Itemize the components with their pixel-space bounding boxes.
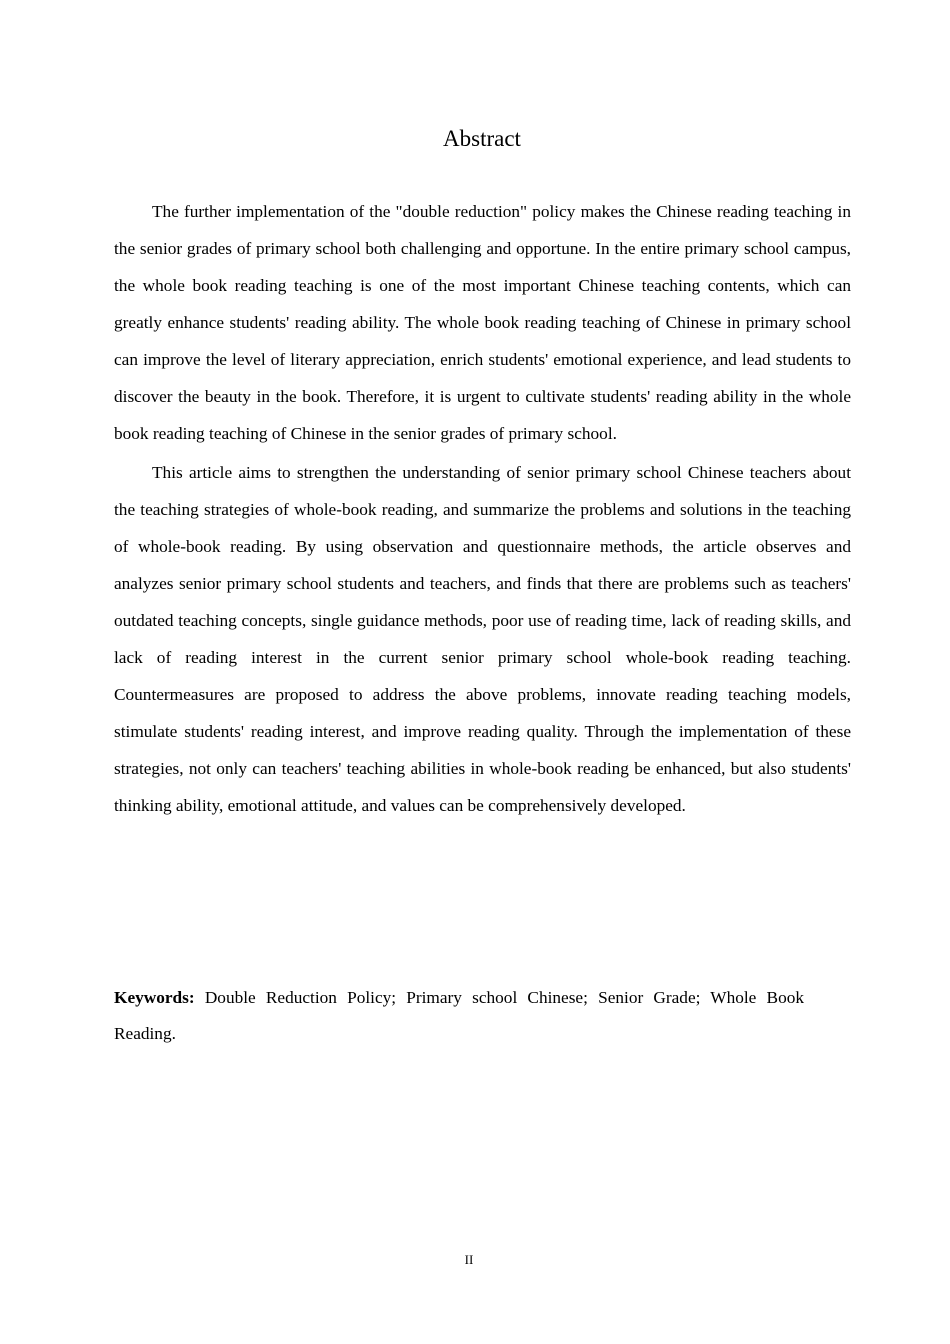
abstract-paragraph-2: This article aims to strengthen the understanding of senior primary school Chinese teachers about the teaching strategies of whole-book reading, and summarize the problems and solutions in the teaching of whole-book reading. By using observation and questionnaire methods, the article observes and analyzes senior primary school students and teachers, and finds that there are problems such as teachers' outdated teaching concepts, single guidance methods, poor use of reading time, lack of reading skills, and lack of reading interest in the current senior primary school whole-book reading teaching. Countermeasures are proposed to address the above problems, innovate reading teaching models, stimulate students' reading interest, and improve reading quality. Through the implementation of these strategies, not only can teachers' teaching abilities in whole-book reading be enhanced, but also students' thinking ability, emotional attitude, and values can be comprehensively developed. [114, 463, 851, 815]
abstract-paragraph-1: The further implementation of the "double reduction" policy makes the Chinese reading teaching in the senior grades of primary school both challenging and opportune. In the entire primary school campus, the whole book reading teaching is one of the most important Chinese teaching contents, which can greatly enhance students' reading ability. The whole book reading teaching of Chinese in primary school can improve the level of literary appreciation, enrich students' emotional experience, and lead students to discover the beauty in the book. Therefore, it is urgent to cultivate students' reading ability in the whole book reading teaching of Chinese in the senior grades of primary school. [114, 202, 851, 443]
abstract-body [114, 193, 851, 826]
keywords-text: Double Reduction Policy; Primary school Chinese; Senior Grade; Whole Book Reading. [114, 988, 804, 1043]
keywords-line [114, 980, 804, 1052]
page-number: II [464, 1252, 474, 1267]
abstract-title: Abstract [443, 126, 521, 151]
keywords-label: Keywords: [114, 988, 195, 1007]
